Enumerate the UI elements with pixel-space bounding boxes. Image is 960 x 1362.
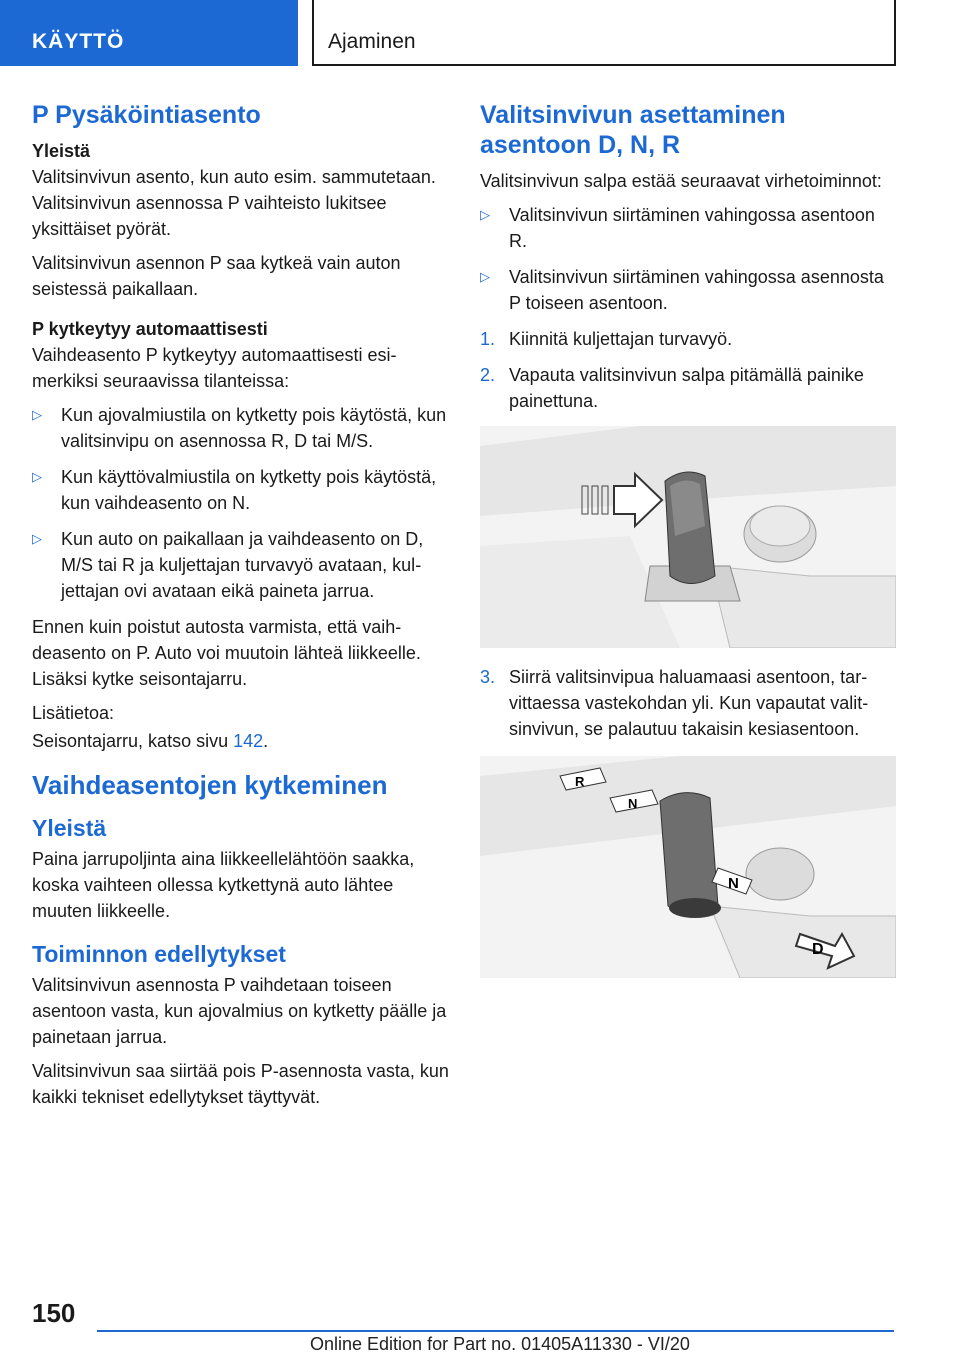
step-item: 1. Kiinnitä kuljettajan turvavyö. — [480, 329, 733, 349]
label-n-lower: N — [728, 875, 739, 892]
list-item: ▷ Kun auto on paikallaan ja vaihdeasento on D, M/S tai R ja kuljettajan turvavyö avataan, kuljettajan ovi avataan eikä paineta jarrua. — [32, 526, 450, 604]
switch-general-heading: Yleistä — [32, 815, 107, 841]
requirements-paragraph-2: Valitsinvivun saa siirtää pois P-asennosta vasta, kun kaikki tekniset edellytykset täyttyvät. — [32, 1061, 449, 1107]
label-n-upper: N — [628, 796, 638, 811]
step3-list — [480, 664, 892, 742]
general-paragraph-1: Valitsinvivun asento, kun auto esim. sammutetaan. Valitsinvivun asennossa P vaihteisto lukitsee yksittäiset pyörät. — [32, 167, 436, 239]
steps-list — [480, 326, 892, 414]
list-item: ▷ Kun ajovalmiustila on kytketty pois käytöstä, kun valitsinvipu on asennossa R, D tai M/S. — [32, 402, 450, 454]
selector-list — [480, 202, 892, 316]
left-column — [32, 98, 450, 1118]
switch-paragraph: Paina jarrupoljinta aina liikkeellelähtöön saakka, koska vaihteen ollessa kytkettynä auto lähtee muuten liikkeelle. — [32, 849, 415, 921]
step-item: 3. Siirrä valitsinvipua haluamaasi asentoon, tarvittaessa vastekohdan yli. Kun vapautat valitsinvivun, se palautuu takaisin kesiasentoon. — [480, 667, 869, 739]
reference-line: Seisontajarru, katso sivu 142. — [32, 731, 269, 751]
label-d: D — [812, 941, 824, 958]
triangle-icon: ▷ — [32, 531, 42, 546]
list-item: ▷ Valitsinvivun siirtäminen vahingossa asentoon R. — [480, 202, 892, 254]
before-leaving-paragraph: Ennen kuin poistut autosta varmista, että vaihdeasento on P. Auto voi muutoin lähteä liikkeelle. Lisäksi kytke seisontajarru. — [32, 617, 421, 689]
requirements-heading: Toiminnon edellytykset — [32, 941, 286, 967]
auto-paragraph: Vaihdeasento P kytkeytyy automaattisesti esimerkiksi seuraavissa tilanteissa: — [32, 345, 397, 391]
triangle-icon: ▷ — [32, 469, 42, 484]
requirements-paragraph-1: Valitsinvivun asennosta P vaihdetaan toiseen asentoon vasta, kun ajovalmius on kytketty päälle ja painetaan jarrua. — [32, 975, 447, 1047]
general-heading: Yleistä — [32, 141, 91, 161]
auto-list — [32, 402, 450, 604]
chapter-title: Ajaminen — [312, 0, 896, 66]
label-r: R — [575, 774, 585, 789]
triangle-icon: ▷ — [480, 269, 490, 284]
selector-title: Valitsinvivun asettaminen asentoon D, N, R — [480, 101, 786, 159]
figure-gear-positions — [480, 756, 896, 978]
footer-divider — [97, 1330, 894, 1332]
step-item: 2. Vapauta valitsinvivun salpa pitämällä painike painettuna. — [480, 365, 864, 411]
triangle-icon: ▷ — [480, 207, 490, 222]
switch-title: Vaihdeasentojen kytkeminen — [32, 770, 388, 800]
figure-selector-lever-button — [480, 426, 896, 648]
auto-heading: P kytkeytyy automaattisesti — [32, 319, 268, 339]
right-column — [480, 98, 892, 994]
selector-intro: Valitsinvivun salpa estää seuraavat virhetoiminnot: — [480, 171, 882, 191]
section-tab: KÄYTTÖ — [0, 0, 298, 66]
list-item: ▷ Kun käyttövalmiustila on kytketty pois käytöstä, kun vaihdeasento on N. — [32, 464, 450, 516]
park-title: P Pysäköintiasento — [32, 101, 261, 129]
general-paragraph-2: Valitsinvivun asennon P saa kytkeä vain auton seistessä paikallaan. — [32, 253, 401, 299]
page-number: 150 — [32, 1298, 76, 1328]
list-item: ▷ Valitsinvivun siirtäminen vahingossa asennosta P toiseen asentoon. — [480, 264, 892, 316]
page-link[interactable]: 142 — [233, 731, 264, 751]
more-info-label: Lisätietoa: — [32, 703, 115, 723]
edition-text: Online Edition for Part no. 01405A11330 - VI/20 — [310, 1334, 690, 1354]
triangle-icon: ▷ — [32, 407, 42, 422]
